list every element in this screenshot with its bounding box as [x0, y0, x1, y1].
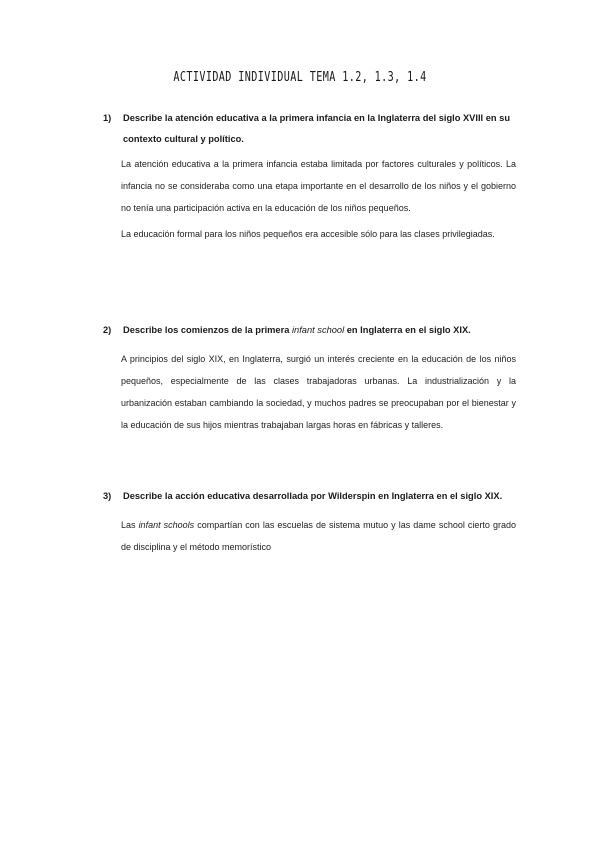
question-number: 3)	[103, 491, 112, 501]
answer-paragraph: Las infant schools compartían con las escuelas de sistema mutuo y las dame school cierto grado de disciplina y el método memorístico	[121, 520, 516, 552]
answer-paragraph: A principios del siglo XIX, en Inglaterra, surgió un interés creciente en la educación de los niños pequeños, especialmente de las clases trabajadoras urbanas. La industrialización y la urbanización estaban cambiando la sociedad, y muchos padres se preocupaban por el bienestar y la educación de sus hijos mientras trabajaban largas horas en fábricas y talleres.	[121, 354, 516, 430]
answer-paragraph: La atención educativa a la primera infancia estaba limitada por factores culturales y políticos. La infancia no se consideraba como una etapa importante en el desarrollo de los niños y el gobierno no tenía una participación activa en la educación de los niños pequeños.	[121, 159, 516, 213]
question-text: Describe la acción educativa desarrollada por Wilderspin en Inglaterra en el siglo XIX.	[123, 491, 503, 501]
answer-2	[121, 348, 516, 436]
answer-paragraph: La educación formal para los niños pequeños era accesible sólo para las clases privilegiadas.	[121, 229, 495, 239]
italic-term: infant school	[291, 325, 345, 335]
italic-term: infant schools	[138, 520, 195, 530]
answer-1	[121, 153, 516, 245]
question-number: 2)	[103, 325, 112, 335]
question-3	[103, 486, 518, 507]
question-number: 1)	[103, 113, 112, 123]
question-2	[103, 320, 518, 341]
question-text: Describe la atención educativa a la primera infancia en la Inglaterra del siglo XVIII en su contexto cultural y político.	[123, 113, 510, 144]
question-text: Describe los comienzos de la primera infant school en Inglaterra en el siglo XIX.	[123, 325, 471, 335]
page-title: ACTIVIDAD INDIVIDUAL TEMA 1.2, 1.3, 1.4	[173, 70, 427, 85]
answer-3	[121, 514, 516, 558]
question-1	[103, 108, 518, 150]
